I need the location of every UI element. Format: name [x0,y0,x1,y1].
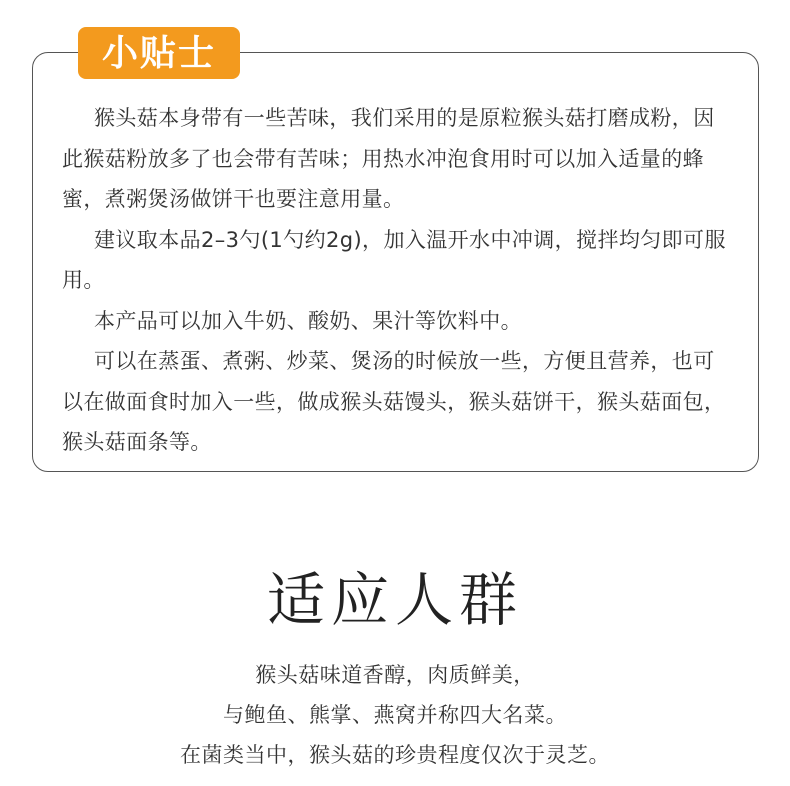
audience-line: 猴头菇味道香醇，肉质鲜美， [255,663,535,687]
tips-paragraph: 猴头菇本身带有一些苦味，我们采用的是原粒猴头菇打磨成粉，因此猴菇粉放多了也会带有苦味；用热水冲泡食用时可以加入适量的蜂蜜，煮粥煲汤做饼干也要注意用量。 [62,106,715,211]
tips-paragraph: 建议取本品2–3勺(1勺约2g)，加入温开水中冲调，搅拌均匀即可服用。 [62,227,726,292]
audience-line: 与鲍鱼、熊掌、燕窝并称四大名菜。 [223,703,567,727]
audience-line: 在菌类当中，猴头菇的珍贵程度仅次于灵芝。 [180,743,610,767]
tips-paragraph: 可以在蒸蛋、煮粥、炒菜、煲汤的时候放一些，方便且营养，也可以在做面食时加入一些，做成猴头菇馒头，猴头菇饼干，猴头菇面包，猴头菇面条等。 [62,349,726,454]
audience-description [0,655,790,775]
tips-paragraph: 本产品可以加入牛奶、酸奶、果汁等饮料中。 [94,308,522,333]
tips-content [62,98,734,463]
tips-badge: 小贴士 [78,27,240,79]
audience-title: 适应人群 [266,566,523,634]
